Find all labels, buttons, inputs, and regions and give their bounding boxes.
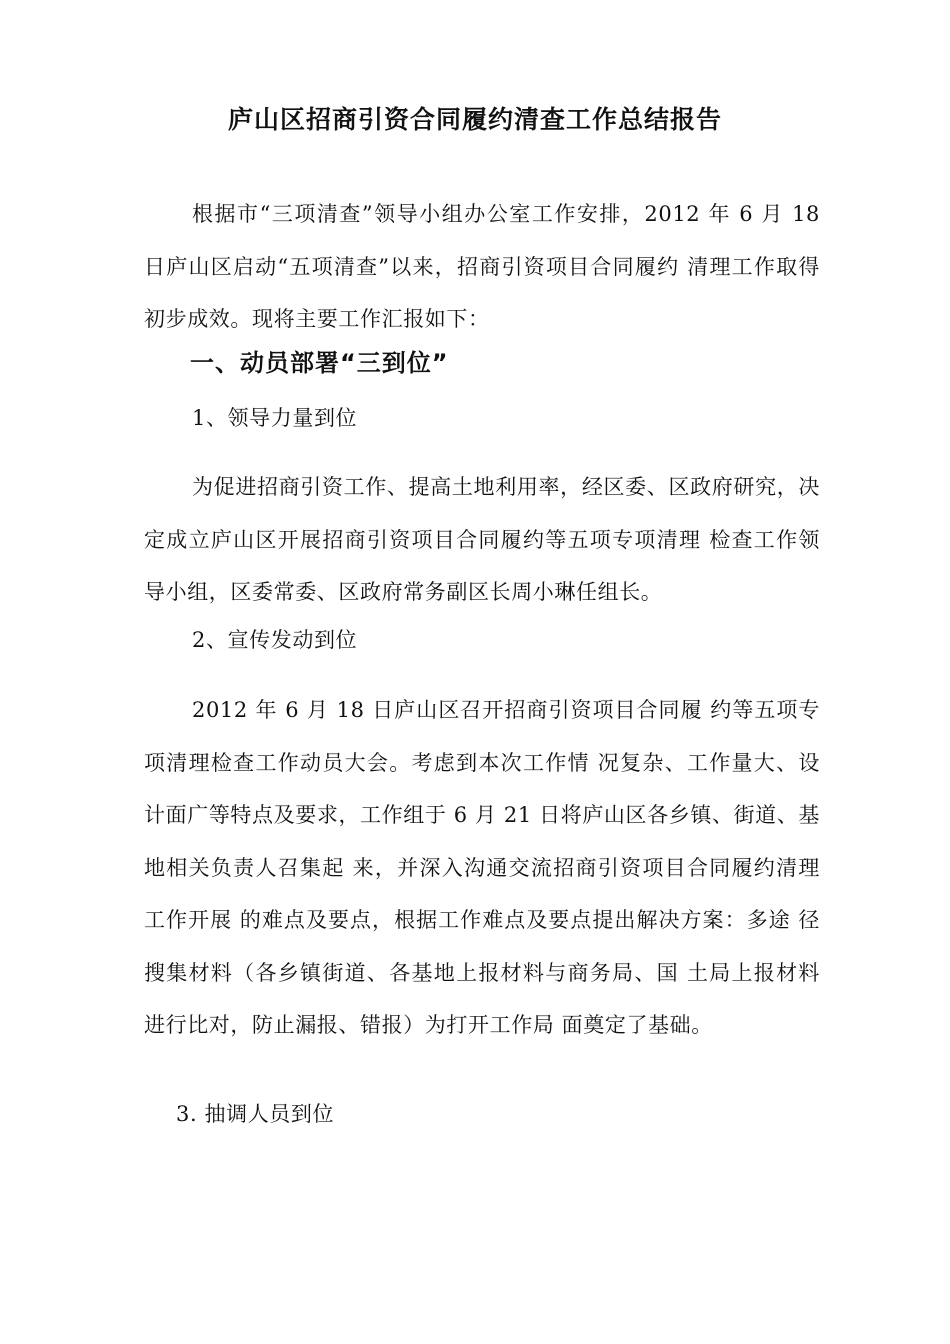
item-heading-publicity: 2、宣传发动到位 xyxy=(192,628,358,652)
section-heading-mobilization: 一、动员部署“三到位” xyxy=(190,349,449,377)
intro-paragraph: 根据市“三项清查”领导小组办公室工作安排，2012 年 6 月 18 日庐山区启动“五项清查”以来，招商引资项目合同履约 清理工作取得初步成效。现将主要工作汇报如下： xyxy=(144,202,820,331)
document-title: 庐山区招商引资合同履约清查工作总结报告 xyxy=(227,105,722,134)
leadership-paragraph: 为促进招商引资工作、提高土地利用率，经区委、区政府研究，决定成立庐山区开展招商引资项目合同履约等五项专项清理 检查工作领导小组，区委常委、区政府常务副区长周小琳任组长。 xyxy=(144,475,820,604)
item-heading-leadership: 1、领导力量到位 xyxy=(192,406,358,430)
item-heading-staffing: 3. 抽调人员到位 xyxy=(176,1102,335,1126)
publicity-paragraph: 2012 年 6 月 18 日庐山区召开招商引资项目合同履 约等五项专项清理检查工作动员大会。考虑到本次工作情 况复杂、工作量大、设计面广等特点及要求，工作组于 6 月 21 日将庐山区各乡镇、街道、基地相关负责人召集起 来，并深入沟通交流招商引资项目合同履约清理工作开展 的难点及要点，根据工作难点及要点提出解决方案：多途 径搜集材料（各乡镇街道、各基地上报材料与商务局、国 土局上报材料进行比对，防止漏报、错报）为打开工作局 面奠定了基础。 xyxy=(144,698,820,1037)
